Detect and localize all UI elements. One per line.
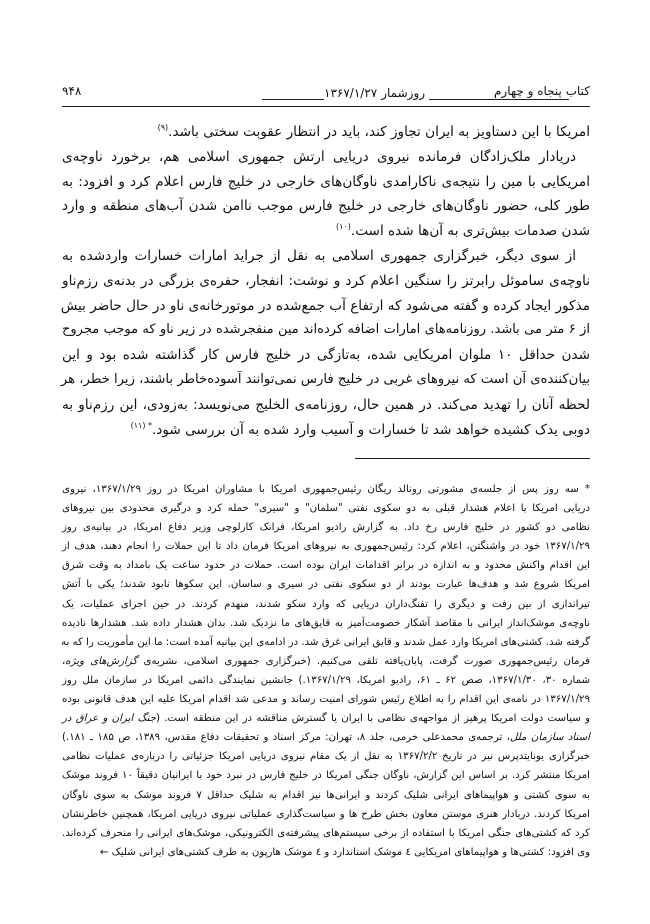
text-run: ناوچه‌ی ساموئل رابرتز را سنگین اعلام کرد و نوشت: انفجار، حفره‌ی بزرگی در بدنه‌ی رزم‌ناو xyxy=(62,272,590,289)
text-run: شدن صدمات بیش‌تری به آن‌ها شده است. xyxy=(350,223,590,240)
text-run: ، ترجمه‌ی محمدعلی خرمی، جلد ۸، تهران: مرکز اسناد و تحقیقات دفاع مقدس، ۱۳۸۹، ص ۱۸۵ ـ ۱۸۱.) xyxy=(62,732,510,744)
footnote-line xyxy=(62,480,590,499)
footnote-reference: * (۱۱) xyxy=(130,420,152,430)
text-run: امریکا منتشر کرد. بر اساس این گزارش، ناوگان جنگی امریکا در خلیج فارس در نبرد خود با ایرانیان دقیقاً ۱۰ فروند موشک xyxy=(62,770,590,782)
text-run: این اقدام واکنش محدود و به اندازه در برابر اقدامات ایران بوده است. حملات در حدود ساعت یک بامداد به وقت شرق xyxy=(62,560,590,572)
header-rule-right xyxy=(429,87,569,100)
footnote-reference: (۱۰) xyxy=(336,222,351,232)
text-run: ۱۳۶۷/۱/۲۹ خود در واشنگتن، اعلام کرد: رئیس‌جمهوری به نیروهای امریکا فرمان داد تا این حملات را انجام دهند، هدف از xyxy=(62,541,590,553)
text-run: * سه روز پس از جلسه‌ی مشورتی رونالد ریگان رئیس‌جمهوری امریکا با مشاوران امریکا در روز ۱۳۶۷/۱/۲۹، نیروی xyxy=(62,484,590,495)
text-run: فرمان رئیس‌جمهوری صورت گرفت، پایان‌یافته تلقی می‌کنیم. (خبرگزاری جمهوری اسلامی، نشریه‌ی xyxy=(137,655,591,667)
text-run: دریایی امریکا با اعلام هشدار قبلی به دو سکوی نفتی "سلمان" و "سیری" حمله کرد و درگیری محدودی بین نیروهای xyxy=(62,503,590,515)
text-run: امریکا کردند. دریادار هنری موستن معاون بخش طرح ها و سیاست‌گذاری عملیاتی نیروی دریایی امریکا، همچنین خاطرنشان xyxy=(62,808,590,820)
text-run: و سیاست دولت امریکا پرهیز از مواجهه‌ی نظامی با ایران یا گسترش مناقشه در این منطقه است. ( xyxy=(156,713,590,725)
italic-title: اسناد سازمان ملل xyxy=(509,732,590,744)
text-run: نظامی دو کشور در خلیج فارس رخ داد. به گزارش رادیو امریکا، فرانک کارلوچی وزیر دفاع امریکا، در بیانیه‌ی روز xyxy=(62,522,590,534)
text-line xyxy=(62,194,590,219)
text-line xyxy=(62,120,590,145)
text-line xyxy=(62,244,590,269)
text-run: شماره ۳۰، ۱۳۶۷/۱/۳۰، صص ۶۲ ـ ۶۱، رادیو امریکا، ۱۳۶۷/۱/۲۹.) جانشین نمایندگی دائمی امریکا در سازمان ملل روز xyxy=(62,674,590,686)
footnote-line xyxy=(62,652,590,671)
page-number: ۹۴۸ xyxy=(62,84,82,98)
text-run: بیان‌کننده‌ی آن است که نیروهای غربی در خلیج فارس نمی‌توانند آسوده‌خاطر باشند، زیرا خطر، هر xyxy=(60,371,590,387)
footnote-line xyxy=(62,709,590,728)
text-line xyxy=(62,343,590,368)
text-run: کرد که کشتی‌های جنگی امریکا با استفاده از برخی سیستم‌های پیشرفته‌ی الکترونیکی، موشک‌های ایرانی را منحرف کرده‌اند. xyxy=(62,827,590,839)
main-text xyxy=(62,120,590,442)
text-run: از ۶ متر می باشد. روزنامه‌های امارات اضافه کرده‌اند مین منفجرشده در زیر ناو که موجب مجروح xyxy=(62,322,590,338)
text-line xyxy=(62,269,590,294)
footnote-line xyxy=(62,575,590,594)
book-title: کتاب پنجاه و چهارم xyxy=(493,84,590,98)
text-run: به سوی کشتی و هواپیماهای ایرانی شلیک کردند و ایرانی‌ها نیز اقدام به شلیک حداقل ۷ فروند موشک به سوی ناوگان xyxy=(62,789,590,801)
text-run: امریکا شروع شد و هدف‌ها عبارت بودند از دو سکوی نفتی در سیری و ساسان. این سکوها نابود شدند؛ یکی با آتش xyxy=(62,579,590,591)
italic-title: جنگ ایران و عراق در xyxy=(62,713,157,725)
footnote-line xyxy=(62,690,590,709)
text-run: شدن حداقل ۱۰ ملوان امریکایی شده، به‌تازگی در خلیج فارس کار گذاشته شده بود و این xyxy=(62,347,590,364)
footnote-line xyxy=(62,786,590,805)
text-run: خبرگزاری یونایتدپرس نیز در تاریخ ۱۳۶۷/۲/۲ به نقل از یک مقام نیروی دریایی امریکا جزئیاتی را درباره‌ی عملیات نظامی xyxy=(62,751,591,763)
chronicle-label: روزشمار xyxy=(381,86,426,100)
text-line xyxy=(62,294,590,319)
text-run: مذکور ایجاد کرده و گفته می‌شود که ارتفاع آب جمع‌شده در موتورخانه‌ی ناو در حال حاضر بیش xyxy=(60,297,590,314)
footnote-line xyxy=(62,671,590,690)
footnote-line xyxy=(62,824,590,843)
text-line xyxy=(62,145,590,170)
footnote-line xyxy=(62,518,590,537)
text-run: لحظه آنان را تهدید می‌کند. در همین حال، روزنامه‌ی الخلیج می‌نویسد: به‌زودی، این رزم‌ناو به xyxy=(62,396,590,413)
text-line xyxy=(62,418,590,443)
footnote-line xyxy=(62,614,590,633)
text-run: تیراندازی از بین رفت و دیگری را تفنگ‌داران دریایی که وارد سکو شدند، منهدم کردند. در حین اجرای عملیات، یک xyxy=(62,598,590,610)
text-line xyxy=(62,368,590,393)
chronicle-date-heading xyxy=(262,86,569,100)
footnote-divider xyxy=(355,458,590,459)
footnote-line xyxy=(62,633,590,652)
text-run: ، xyxy=(62,655,66,667)
footnote-line xyxy=(62,537,590,556)
footnote-line xyxy=(62,556,590,575)
italic-title: گزارش‌های ویژه xyxy=(65,655,138,667)
text-run: وی افزود: کشتی‌ها و هواپیماهای امریکایی ٤ موشک استاندارد و ٤ موشک هارپون به طرف کشتی‌های ایرانی شلیک ← xyxy=(99,846,590,858)
footnote-line xyxy=(62,728,590,747)
text-line xyxy=(62,170,590,195)
text-line xyxy=(62,219,590,244)
footnote-line xyxy=(62,843,590,862)
chronicle-date: ۱۳۶۷/۱/۲۷ xyxy=(324,86,378,100)
text-run: ۱۳۶۷/۱/۲۹ در نامه‌ی این اقدام را به اطلاع رئیس شورای امنیت رساند و مدعی شد اقدام امریکا علیه این هدف قانونی بوده xyxy=(62,694,590,706)
text-run: دریادار ملک‌زادگان فرمانده نیروی دریایی ارتش جمهوری اسلامی هم، برخورد ناوچه‌ی xyxy=(62,148,576,165)
text-line xyxy=(62,393,590,418)
footnotes xyxy=(62,480,590,862)
text-run: گرفته شد. کشتی‌های امریکا وارد عمل شدند و قایق ایرانی غرق شد. در ادامه‌ی این بیانیه آمده است: ما این مأموریت را که به xyxy=(60,636,590,648)
text-run: طور کلی، حضور ناوگان‌های خارجی در خلیج فارس موجب ناامن شدن آب‌های منطقه و وارد xyxy=(62,198,590,215)
text-run: دوبی یدک کشیده خواهد شد تا خسارات و آسیب وارد شده به آن بررسی شود. xyxy=(151,421,590,438)
text-run: از سوی دیگر، خبرگزاری جمهوری اسلامی به نقل از جراید امارات خسارات واردشده به xyxy=(62,247,576,264)
footnote-line xyxy=(62,805,590,824)
footnote-line xyxy=(62,499,590,518)
text-line xyxy=(62,318,590,343)
header-rule-left xyxy=(262,87,324,100)
text-run: ناوچه‌ی موشک‌انداز ایرانی با مقاصد آشکار خصومت‌آمیز به قایق‌های ما نزدیک شد. بدان هشدار داده شد. هشدارها نادیده xyxy=(62,617,590,629)
footnote-line xyxy=(62,747,590,766)
running-header xyxy=(62,82,590,107)
footnote-reference: (۹) xyxy=(157,123,169,132)
footnote-line xyxy=(62,595,590,614)
text-run: امریکایی با مین را نتیجه‌ی ناکارامدی ناوگان‌های خارجی در خلیج فارس اعلام کرد و افزود: به xyxy=(62,173,590,190)
footnote-line xyxy=(62,766,590,785)
text-run: امریکا با این دستاویز به ایران تجاوز کند، باید در انتظار عقوبت سختی باشد. xyxy=(168,124,590,140)
